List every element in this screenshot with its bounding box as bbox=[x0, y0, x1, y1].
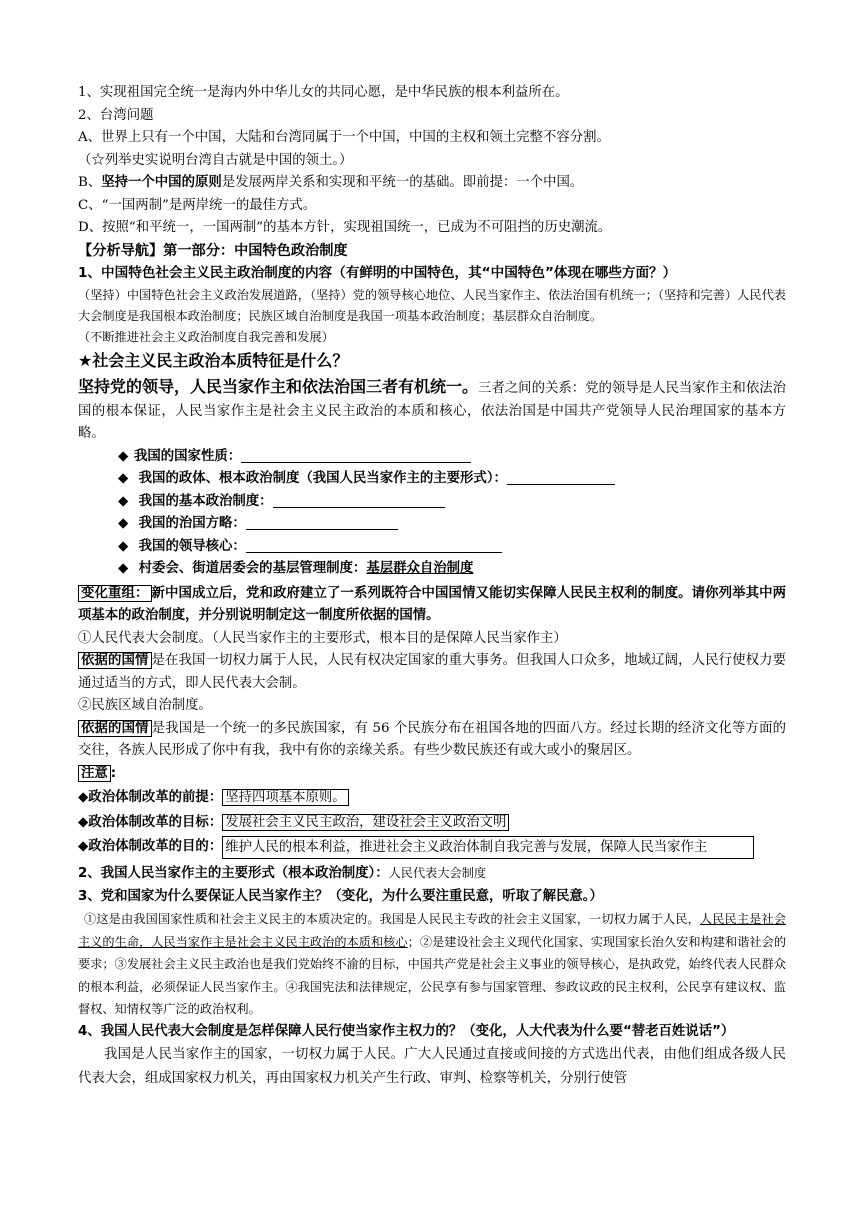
variant-basis-1 bbox=[78, 650, 786, 695]
bullet-item bbox=[78, 446, 786, 469]
note-heading bbox=[78, 763, 786, 786]
bullet-label: 村委会、街道居委会的基层管理制度： bbox=[134, 561, 367, 576]
answer-3-part: ；②是建设社会主义现代化国家、实现国家长治久安和构建和谐社会的要求；③发展社会主义民主政治也是我们党始终不渝的目标，中国共产党是社会主义事业的领导核心，是执政党，始终代表人民群众的根本利益，必须保证人民当家作主。④我国宪法和法律规定，公民享有参与国家管理、参政议政的民主权利，公民享有建议权、监督权、知情权等广泛的政治权利。 bbox=[78, 934, 787, 1016]
diamond-icon: ◆ bbox=[118, 516, 129, 531]
answer-blank[interactable] bbox=[246, 514, 398, 530]
bullet-item bbox=[78, 536, 786, 559]
answer-blank[interactable] bbox=[273, 492, 445, 508]
variant-basis-2 bbox=[78, 718, 786, 763]
diamond-icon: ◆ bbox=[118, 561, 129, 576]
section-heading: 【分析导航】第一部分：中国特色政治制度 bbox=[78, 242, 348, 259]
text-line: （☆列举史实说明台湾自古就是中国的领土。） bbox=[78, 152, 353, 168]
note-label: ◆政治体制改革的前提： bbox=[78, 790, 223, 805]
question-1: 1、中国特色社会主义民主政治制度的内容（有鲜明的中国特色，其“中国特色”体现在哪些方面？） bbox=[78, 265, 677, 281]
diamond-icon: ◆ bbox=[118, 471, 129, 486]
text-line: A、世界上只有一个中国，大陆和台湾同属于一个中国，中国的主权和领土完整不容分割。 bbox=[78, 130, 610, 145]
text-line: D、按照“和平统一，一国两制”的基本方针，实现祖国统一，已成为不可阻挡的历史潮流。 bbox=[78, 220, 612, 235]
bullet-label: 我国的治国方略： bbox=[134, 516, 246, 531]
note-value: 坚持四项基本原则。 bbox=[222, 789, 349, 806]
diamond-icon: ◆ bbox=[118, 448, 129, 464]
answer-blank[interactable] bbox=[507, 469, 615, 485]
answer-3 bbox=[78, 908, 786, 1021]
basis-tag: 依据的国情 bbox=[78, 652, 152, 669]
answer-blank[interactable] bbox=[246, 537, 502, 553]
answer-4: 我国是人民当家作主的国家，一切权力属于人民。广大人民通过直接或间接的方式选出代表，由他们组成各级人民代表大会，组成国家权力机关，再由国家权力机关产生行政、审判、检察等机关，分别行使管 bbox=[78, 1047, 786, 1086]
text-span: 是发展两岸关系和实现和平统一的基础。即前提：一个中国。 bbox=[221, 175, 584, 190]
basis-text: 是在我国一切权力属于人民，人民有权决定国家的重大事务。但我国人口众多，地域辽阔，人民行使权力要通过适当的方式，即人民代表大会制。 bbox=[78, 653, 787, 691]
note-value: 维护人民的根本利益，推进社会主义政治体制自我完善与发展，保障人民当家作主 bbox=[222, 836, 754, 859]
diamond-icon: ◆ bbox=[118, 538, 129, 554]
answer-3-part: ①这是由我国国家性质和社会主义民主的本质决定的。我国是人民民主专政的社会主义国家，一切权力属于人民， bbox=[84, 912, 700, 926]
variant-tag: 变化重组： bbox=[78, 585, 152, 602]
variant-question bbox=[78, 583, 786, 628]
bullet-label: 我国的领导核心： bbox=[134, 538, 246, 554]
answer-1: （坚持）中国特色社会主义政治发展道路，（坚持）党的领导核心地位、人民当家作主、依法治国有机统一；（坚持和完善）人民代表大会制度是我国根本政治制度；民族区域自治制度是我国一项基本政治制度；基层群众自治制度。 bbox=[78, 288, 786, 323]
note-row bbox=[78, 787, 786, 810]
question-3: 3、党和国家为什么要保证人民当家作主？（变化，为什么要注重民意，听取了解民意。） bbox=[78, 888, 603, 904]
note-label: ◆政治体制改革的目标： bbox=[78, 814, 223, 830]
note-label: ◆政治体制改革的目的： bbox=[78, 839, 223, 854]
question-4: 4、我国人民代表大会制度是怎样保障人民行使当家作主权力的？（变化，人大代表为什么要“替老百姓说话”） bbox=[78, 1023, 735, 1039]
question-2-answer: 人民代表大会制度 bbox=[388, 866, 487, 880]
bullet-item bbox=[78, 468, 786, 491]
note-tag: 注意 bbox=[78, 765, 111, 782]
bullet-label: 我国的基本政治制度： bbox=[134, 493, 273, 509]
basis-tag: 依据的国情 bbox=[78, 720, 152, 737]
text-line bbox=[78, 172, 786, 195]
text-line: 2、台湾问题 bbox=[78, 107, 154, 123]
note-row bbox=[78, 812, 786, 835]
bullet-label: 我国的政体、根本政治制度（我国人民当家作主的主要形式）： bbox=[134, 471, 507, 486]
bullet-label: 我国的国家性质： bbox=[134, 448, 242, 464]
text-line: C、“一国两制”是两岸统一的最佳方式。 bbox=[78, 197, 317, 213]
star-answer bbox=[78, 374, 786, 446]
question-2-text: 2、我国人民当家作主的主要形式（根本政治制度）： bbox=[78, 866, 389, 881]
basis-text: 是我国是一个统一的多民族国家，有 56 个民族分布在祖国各地的四面八方。经过长期的经济文化等方面的交往，各族人民形成了你中有我，我中有你的亲缘关系。有些少数民族还有或大或小的聚居区。 bbox=[78, 720, 786, 758]
bullet-item bbox=[78, 513, 786, 536]
star-question: ★社会主义民主政治本质特征是什么？ bbox=[78, 351, 349, 370]
answer-1-note: （不断推进社会主义政治制度自我完善和发展） bbox=[78, 330, 334, 344]
star-answer-bold: 坚持党的领导，人民当家作主和依法治国三者有机统一。 bbox=[78, 377, 479, 396]
variant-text: 新中国成立后，党和政府建立了一系列既符合中国国情又能切实保障人民民主权利的制度。请你列举其中两项基本的政治制度，并分别说明制定这一制度所依据的国情。 bbox=[78, 585, 787, 623]
bold-text: 坚持一个中国的原则 bbox=[101, 175, 222, 190]
bullet-answer: 基层群众自治制度 bbox=[366, 561, 474, 576]
bullet-item bbox=[78, 558, 786, 581]
question-2 bbox=[78, 863, 786, 886]
diamond-icon: ◆ bbox=[118, 493, 129, 509]
variant-item-1: ①人民代表大会制度。（人民当家作主的主要形式，根本目的是保障人民当家作主） bbox=[78, 630, 567, 646]
text-span: B、 bbox=[78, 175, 102, 190]
answer-blank[interactable] bbox=[241, 447, 471, 463]
answer-3-underlined: 人民民主是社会主义的生命，人民当家作主是社会主义民主政治的本质和核心 bbox=[78, 912, 787, 949]
document-page bbox=[78, 82, 786, 1091]
text-line: 1、实现祖国完全统一是海内外中华儿女的共同心愿，是中华民族的根本利益所在。 bbox=[78, 85, 569, 100]
note-row bbox=[78, 836, 786, 859]
star-answer-rest: 三者之间的关系：党的领导是人民当家作主和依法治国的根本保证，人民当家作主是社会主义民主政治的本质和核心，依法治国是中国共产党领导人民治理国家的基本方略。 bbox=[78, 381, 786, 441]
variant-item-2: ②民族区域自治制度。 bbox=[78, 698, 212, 713]
bullet-item bbox=[78, 491, 786, 514]
note-value: 发展社会主义民主政治，建设社会主义政治文明 bbox=[222, 814, 509, 831]
note-colon: : bbox=[110, 765, 117, 781]
